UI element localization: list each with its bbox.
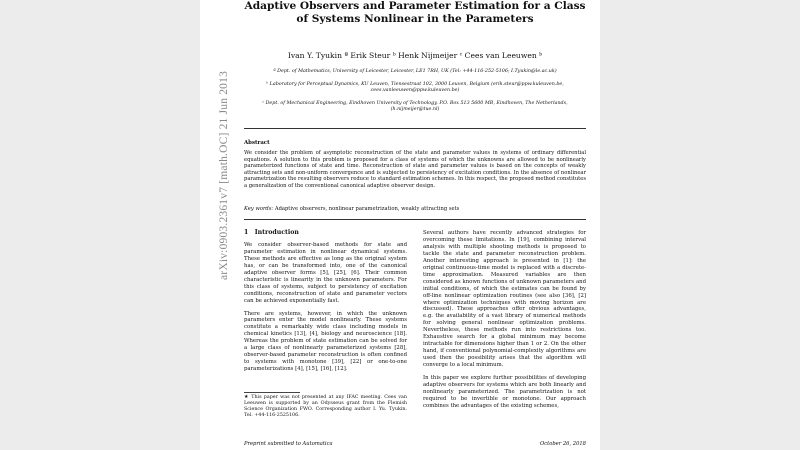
keywords-label: Key words: [244, 206, 274, 212]
paper-title [244, 0, 586, 26]
affiliation-c: ᶜ Dept. of Mechanical Engineering, Eindhoven University of Technology, P.O. Box 513 5600 MB, Eindhoven, The Netherlands, (h.nijmeijer@tue.nl) [262, 101, 568, 113]
title-line: Adaptive Observers and Parameter Estimation for a Class [244, 0, 586, 12]
keywords [244, 206, 586, 212]
author-list: Ivan Y. Tyukin ª Erik Steur ᵇ Henk Nijmeijer ᶜ Cees van Leeuwen ᵇ [287, 51, 543, 60]
keywords-text: Adaptive observers, nonlinear parametrization, weakly attracting sets [274, 206, 460, 212]
preprint-note: Preprint submitted to Automatica [244, 441, 333, 447]
footnote: ★ This paper was not presented at any IFAC meeting. Cees van Leeuwen is supported by an Odysseus grant from the Flemish Science Organization FWO. Corresponding author I. Yu. Tyukin. Tel. +44-116-2525106. [244, 395, 407, 419]
paper-page [200, 0, 600, 450]
left-column [244, 230, 407, 379]
page-footer [244, 441, 586, 447]
affiliation-a: ª Dept. of Mathematics, University of Leicester, Leicester, LE1 7RH, UK (Tel: +44-116-252-5106; I.Tyukin@le.ac.uk) [273, 69, 557, 74]
title-line: of Systems Nonlinear in the Parameters [296, 13, 534, 25]
arxiv-stamp: arXiv:0903.2361v7 [math.OC] 21 Jun 2013 [218, 70, 230, 280]
section-title: Introduction [254, 229, 299, 236]
paragraph: In this paper we explore further possibilities of developing adaptive observers for systems which are both linearly and nonlinearly parameterized. The parametrization is not required to be invertible or monotone. Our approach combines the advantages of the existing schemes, [423, 375, 586, 409]
section-number: 1 [244, 229, 249, 236]
left-gutter [0, 0, 200, 450]
paragraph: Several authors have recently advanced strategies for overcoming these limitations. In [19], combining interval analysis with multiple shooting methods is proposed to tackle the state and parameter reconstruction problem. Another interesting approach is presented in [1]: the original continuous-time model is replaced with a discrete-time approximation. Measured variables are then considered as known functions of unknown parameters and initial conditions, of which the estimates can be found by off-line nonlinear optimization routines (see also [36], [2] where optimization techniques with moving horizon are discussed). These approaches offer obvious advantages, e.g. the availability of a vast library of numerical methods for solving general nonlinear optimization problems. Nevertheless, these methods run into restrictions too. Exhaustive search for a global minimum may become intractable for dimensions higher than 1 or 2. On the other hand, if conventional polynomial-complexity algorithms are used then the possibility arises that the algorithm will converge to a local minimum. [423, 230, 586, 369]
footnote-rule [244, 392, 300, 393]
abstract-text: We consider the problem of asymptotic reconstruction of the state and parameter values in systems of ordinary differential equations. A solution to this problem is proposed for a class of systems of which the unknowns are allowed to be nonlinearly parameterized functions of state and time. Reconstruction of state and parameter values is based on the concepts of weakly attracting sets and non-uniform convergence and is subjected to persistency of excitation conditions. In the absence of nonlinear parametrization the resulting observers reduce to standard estimation schemes. In this respect, the proposed method constitutes a generalization of the conventional canonical adaptive observer design. [244, 150, 586, 189]
affiliation-b: ᵇ Laboratory for Perceptual Dynamics, KU Leuven, Tiensestraat 102, 3000 Leuven, Belgium (erik.steur@ppw.kuleuven.be, cees.vanleeuwen@ppw.kuleuven.be) [266, 82, 564, 94]
paragraph: We consider observer-based methods for state and parameter estimation in nonlinear dynamical systems. These methods are effective as long as the original system has, or can be transformed into, one of the canonical adaptive observer forms [5], [25], [6]. Their common characteristic is linearity in the unknown parameters. For this class of systems, subject to persistency of excitation conditions, reconstruction of state and parameter vectors can be achieved exponentially fast. [244, 241, 407, 304]
divider [244, 219, 586, 220]
abstract-heading: Abstract [244, 140, 270, 146]
date: October 26, 2018 [540, 441, 586, 447]
paragraph: There are systems, however, in which the unknown parameters enter the model nonlinearly. These systems constitute a remarkably wide class including models in chemical kinetics [13], [4], biology and neuroscience [18]. Whereas the problem of state estimation can be solved for a large class of nonlinearly parameterized systems [28], observer-based parameter reconstruction is often confined to systems with monotone [39], [22] or one-to-one parameterizations [4], [15], [16], [12]. [244, 310, 407, 373]
right-column [423, 230, 586, 416]
divider [244, 128, 586, 129]
section-heading [244, 230, 407, 237]
right-gutter [600, 0, 800, 450]
